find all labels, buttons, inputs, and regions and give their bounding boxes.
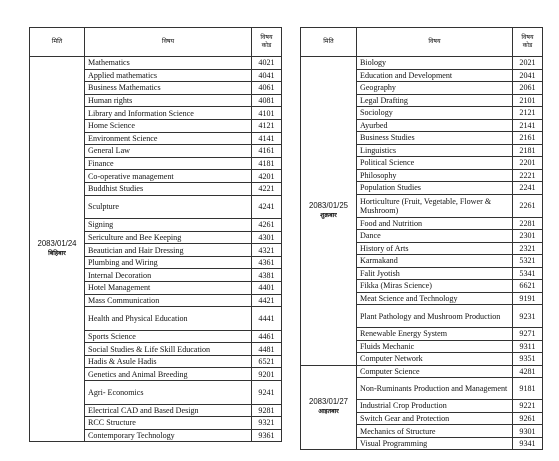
subject-name: Renewable Energy System <box>357 328 513 341</box>
subject-name: Genetics and Animal Breeding <box>85 368 252 381</box>
exam-date: 2083/01/27 <box>308 397 349 407</box>
code-header-line2: कोड <box>261 42 272 49</box>
subject-name: General Law <box>85 145 252 158</box>
subject-name: Industrial Crop Production <box>357 400 513 413</box>
subject-name: Environment Science <box>85 132 252 145</box>
subject-name: Plant Pathology and Mushroom Production <box>357 305 513 328</box>
subject-name: Mass Communication <box>85 294 252 307</box>
exam-date-cell <box>301 365 357 450</box>
subject-name: Food and Nutrition <box>357 217 513 230</box>
table-row <box>301 365 543 378</box>
left-schedule-table <box>29 27 282 442</box>
subject-name: Internal Decoration <box>85 269 252 282</box>
subject-code: 2201 <box>513 157 543 170</box>
subject-name: Geography <box>357 82 513 95</box>
subject-code: 4261 <box>252 219 282 232</box>
subject-name: Dance <box>357 230 513 243</box>
subject-code: 9201 <box>252 368 282 381</box>
subject-name: Visual Programming <box>357 437 513 450</box>
subject-code: 4421 <box>252 294 282 307</box>
subject-code: 5321 <box>513 255 543 268</box>
date-header: मिति <box>30 28 85 57</box>
subject-name: Computer Science <box>357 365 513 378</box>
subject-name: Hotel Management <box>85 282 252 295</box>
subject-name: Hadis & Asule Hadis <box>85 355 252 368</box>
subject-code: 4301 <box>252 231 282 244</box>
subject-code: 9361 <box>252 429 282 442</box>
subject-name: Sculpture <box>85 195 252 219</box>
subject-code: 2321 <box>513 242 543 255</box>
subject-code: 9341 <box>513 437 543 450</box>
subject-code: 9301 <box>513 425 543 438</box>
table-row <box>30 57 282 70</box>
subject-name: Switch Gear and Protection <box>357 412 513 425</box>
subject-code: 4021 <box>252 57 282 70</box>
subject-name: Fikka (Miras Science) <box>357 280 513 293</box>
subject-name: Horticulture (Fruit, Vegetable, Flower & Mushroom) <box>357 194 513 217</box>
subject-name: Biology <box>357 57 513 70</box>
subject-name: Beautician and Hair Dressing <box>85 244 252 257</box>
code-header <box>513 28 543 57</box>
subject-code: 2121 <box>513 107 543 120</box>
subject-code: 2041 <box>513 69 543 82</box>
subject-code: 4281 <box>513 365 543 378</box>
right-table-body <box>301 57 543 450</box>
left-table-body <box>30 57 282 442</box>
subject-code: 9231 <box>513 305 543 328</box>
exam-date-cell <box>30 57 85 442</box>
code-header-line1: विषय <box>521 34 534 41</box>
subject-code: 9181 <box>513 378 543 400</box>
subject-code: 2301 <box>513 230 543 243</box>
subject-name: History of Arts <box>357 242 513 255</box>
subject-code: 4081 <box>252 94 282 107</box>
subject-name: Meat Science and Technology <box>357 292 513 305</box>
subject-code: 4481 <box>252 343 282 356</box>
subject-code: 2261 <box>513 194 543 217</box>
subject-name: Sericulture and Bee Keeping <box>85 231 252 244</box>
exam-weekday: आइतबार <box>318 408 339 416</box>
subject-name: Education and Development <box>357 69 513 82</box>
subject-code: 9271 <box>513 328 543 341</box>
subject-name: Social Studies & Life Skill Education <box>85 343 252 356</box>
subject-name: Computer Network <box>357 353 513 366</box>
subject-name: Agri- Economics <box>85 381 252 405</box>
subject-name: Political Science <box>357 157 513 170</box>
subject-code: 4321 <box>252 244 282 257</box>
exam-weekday: बिहिबार <box>48 250 66 258</box>
subject-name: Finance <box>85 157 252 170</box>
subject-code: 4121 <box>252 119 282 132</box>
subject-name: Mathematics <box>85 57 252 70</box>
subject-name: Home Science <box>85 119 252 132</box>
exam-date-cell <box>301 57 357 366</box>
subject-name: Sociology <box>357 107 513 120</box>
subject-code: 2141 <box>513 119 543 132</box>
subject-name: Fluids Mechanic <box>357 340 513 353</box>
code-header-line1: विषय <box>260 34 273 41</box>
subject-code: 4361 <box>252 256 282 269</box>
subject-name: Philosophy <box>357 169 513 182</box>
subject-name: Electrical CAD and Based Design <box>85 404 252 417</box>
subject-code: 9191 <box>513 292 543 305</box>
subject-name: Buddhist Studies <box>85 182 252 195</box>
subject-name: Human rights <box>85 94 252 107</box>
subject-code: 4181 <box>252 157 282 170</box>
exam-weekday: शुक्रबार <box>320 211 337 219</box>
subject-code: 9281 <box>252 404 282 417</box>
subject-name: Co-operative management <box>85 170 252 183</box>
subject-code: 9241 <box>252 381 282 405</box>
subject-name: Signing <box>85 219 252 232</box>
right-schedule-table <box>300 27 543 450</box>
subject-code: 2241 <box>513 182 543 195</box>
subject-code: 9221 <box>513 400 543 413</box>
subject-header: विषय <box>85 28 252 57</box>
table-row <box>301 57 543 70</box>
subject-name: Linguistics <box>357 144 513 157</box>
subject-code: 2181 <box>513 144 543 157</box>
subject-code: 4221 <box>252 182 282 195</box>
subject-code: 4161 <box>252 145 282 158</box>
subject-code: 2281 <box>513 217 543 230</box>
subject-name: Population Studies <box>357 182 513 195</box>
subject-name: Falit Jyotish <box>357 267 513 280</box>
subject-code: 9311 <box>513 340 543 353</box>
subject-code: 4041 <box>252 69 282 82</box>
subject-code: 4441 <box>252 307 282 331</box>
subject-code: 2161 <box>513 132 543 145</box>
subject-code: 2221 <box>513 169 543 182</box>
subject-code: 4141 <box>252 132 282 145</box>
subject-code: 4241 <box>252 195 282 219</box>
subject-code: 4101 <box>252 107 282 120</box>
subject-code: 4381 <box>252 269 282 282</box>
subject-code: 2101 <box>513 94 543 107</box>
subject-name: Health and Physical Education <box>85 307 252 331</box>
subject-name: Mechanics of Structure <box>357 425 513 438</box>
subject-code: 4461 <box>252 330 282 343</box>
date-header: मिति <box>301 28 357 57</box>
subject-name: Business Studies <box>357 132 513 145</box>
subject-name: Library and Information Science <box>85 107 252 120</box>
subject-name: Karmakand <box>357 255 513 268</box>
subject-name: RCC Structure <box>85 417 252 430</box>
subject-name: Non-Ruminants Production and Management <box>357 378 513 400</box>
subject-code: 6521 <box>252 355 282 368</box>
subject-code: 9321 <box>252 417 282 430</box>
subject-code: 9351 <box>513 353 543 366</box>
subject-name: Business Mathematics <box>85 82 252 95</box>
subject-header: विषय <box>357 28 513 57</box>
subject-code: 4061 <box>252 82 282 95</box>
subject-code: 4401 <box>252 282 282 295</box>
table-header-row <box>301 28 543 57</box>
code-header-line2: कोड <box>522 42 533 49</box>
code-header <box>252 28 282 57</box>
subject-name: Contemporary Technology <box>85 429 252 442</box>
subject-code: 2061 <box>513 82 543 95</box>
subject-name: Plumbing and Wiring <box>85 256 252 269</box>
subject-name: Legal Drafting <box>357 94 513 107</box>
subject-name: Sports Science <box>85 330 252 343</box>
exam-date: 2083/01/25 <box>308 200 349 210</box>
subject-code: 2021 <box>513 57 543 70</box>
subject-code: 4201 <box>252 170 282 183</box>
subject-code: 6621 <box>513 280 543 293</box>
subject-name: Applied mathematics <box>85 69 252 82</box>
exam-date: 2083/01/24 <box>37 239 77 249</box>
table-header-row <box>30 28 282 57</box>
subject-code: 5341 <box>513 267 543 280</box>
subject-code: 9261 <box>513 412 543 425</box>
subject-name: Ayurbed <box>357 119 513 132</box>
